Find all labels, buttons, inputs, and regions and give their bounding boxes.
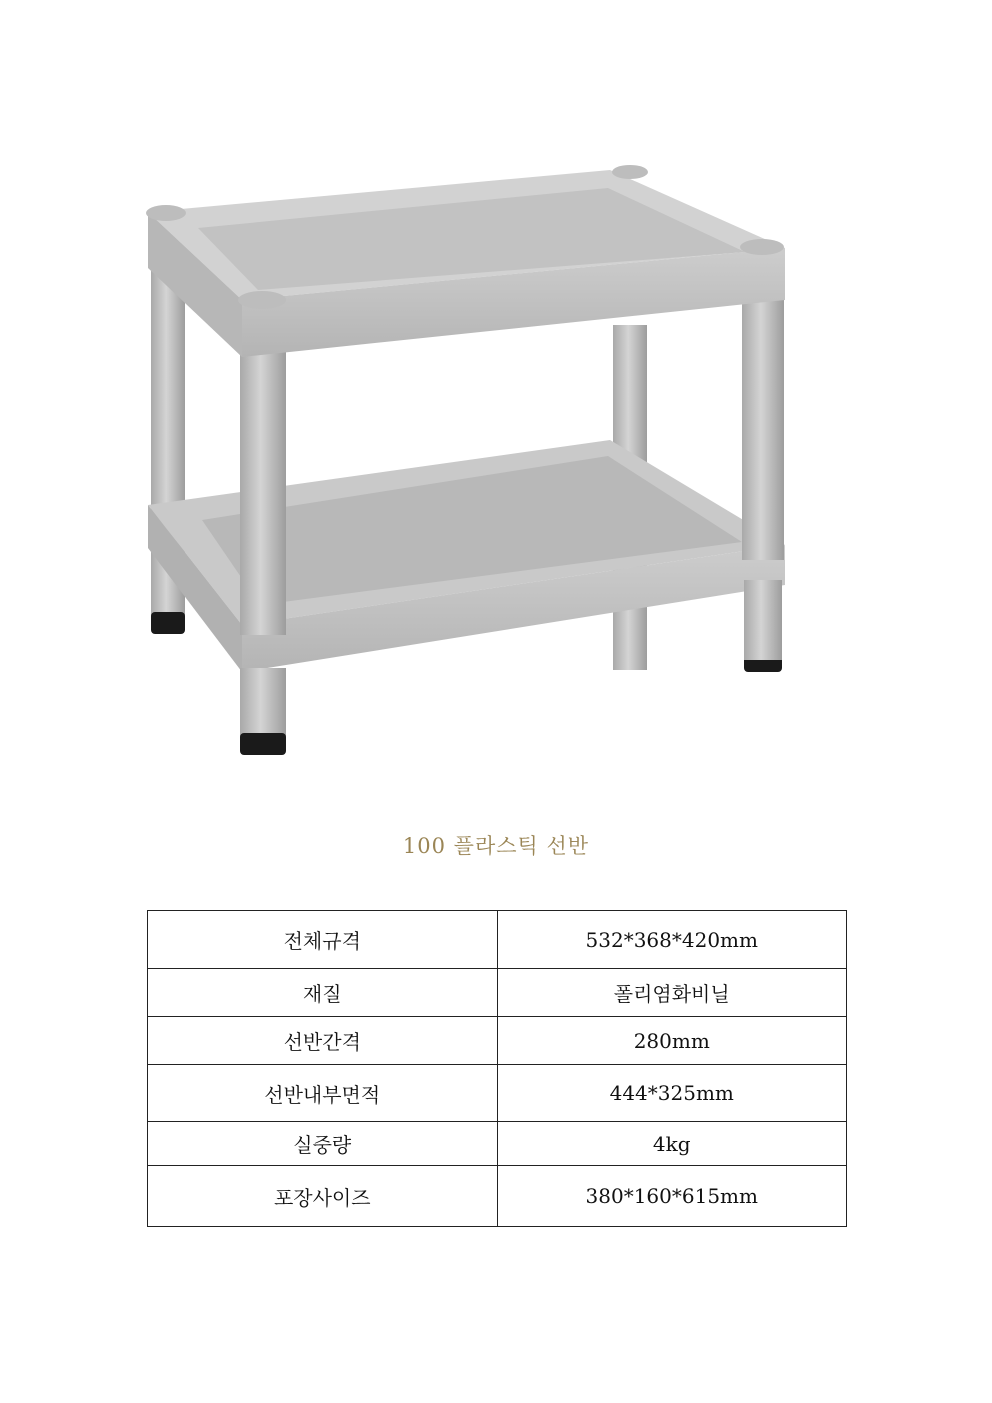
front-left-leg: [240, 345, 286, 635]
table-row: [148, 911, 847, 969]
cap-front-left: [238, 291, 286, 309]
spec-value: 444*325mm: [497, 1065, 847, 1122]
table-row: [148, 1122, 847, 1166]
spec-value: 4kg: [497, 1122, 847, 1166]
front-right-leg-lower: [744, 580, 782, 660]
plastic-shelf-illustration: [130, 150, 810, 770]
front-right-leg: [742, 290, 784, 560]
spec-label: 선반내부면적: [148, 1065, 498, 1122]
product-title: 100 플라스틱 선반: [402, 834, 590, 858]
spec-label: 재질: [148, 969, 498, 1017]
spec-label: 실중량: [148, 1122, 498, 1166]
back-left-foot: [151, 612, 185, 634]
spec-value: 폴리염화비닐: [497, 969, 847, 1017]
front-left-foot: [240, 733, 286, 755]
cap-back-right: [612, 165, 648, 179]
front-left-leg-lower: [240, 668, 286, 743]
spec-table: [147, 910, 847, 1227]
spec-value: 532*368*420mm: [497, 911, 847, 969]
spec-value: 380*160*615mm: [497, 1166, 847, 1227]
table-row: [148, 1017, 847, 1065]
spec-label: 전체규격: [148, 911, 498, 969]
spec-label: 포장사이즈: [148, 1166, 498, 1227]
cap-back-left: [146, 205, 186, 221]
table-row: [148, 1166, 847, 1227]
spec-value: 280mm: [497, 1017, 847, 1065]
spec-label: 선반간격: [148, 1017, 498, 1065]
table-row: [148, 969, 847, 1017]
table-row: [148, 1065, 847, 1122]
product-image: [130, 150, 810, 770]
cap-front-right: [740, 239, 784, 255]
